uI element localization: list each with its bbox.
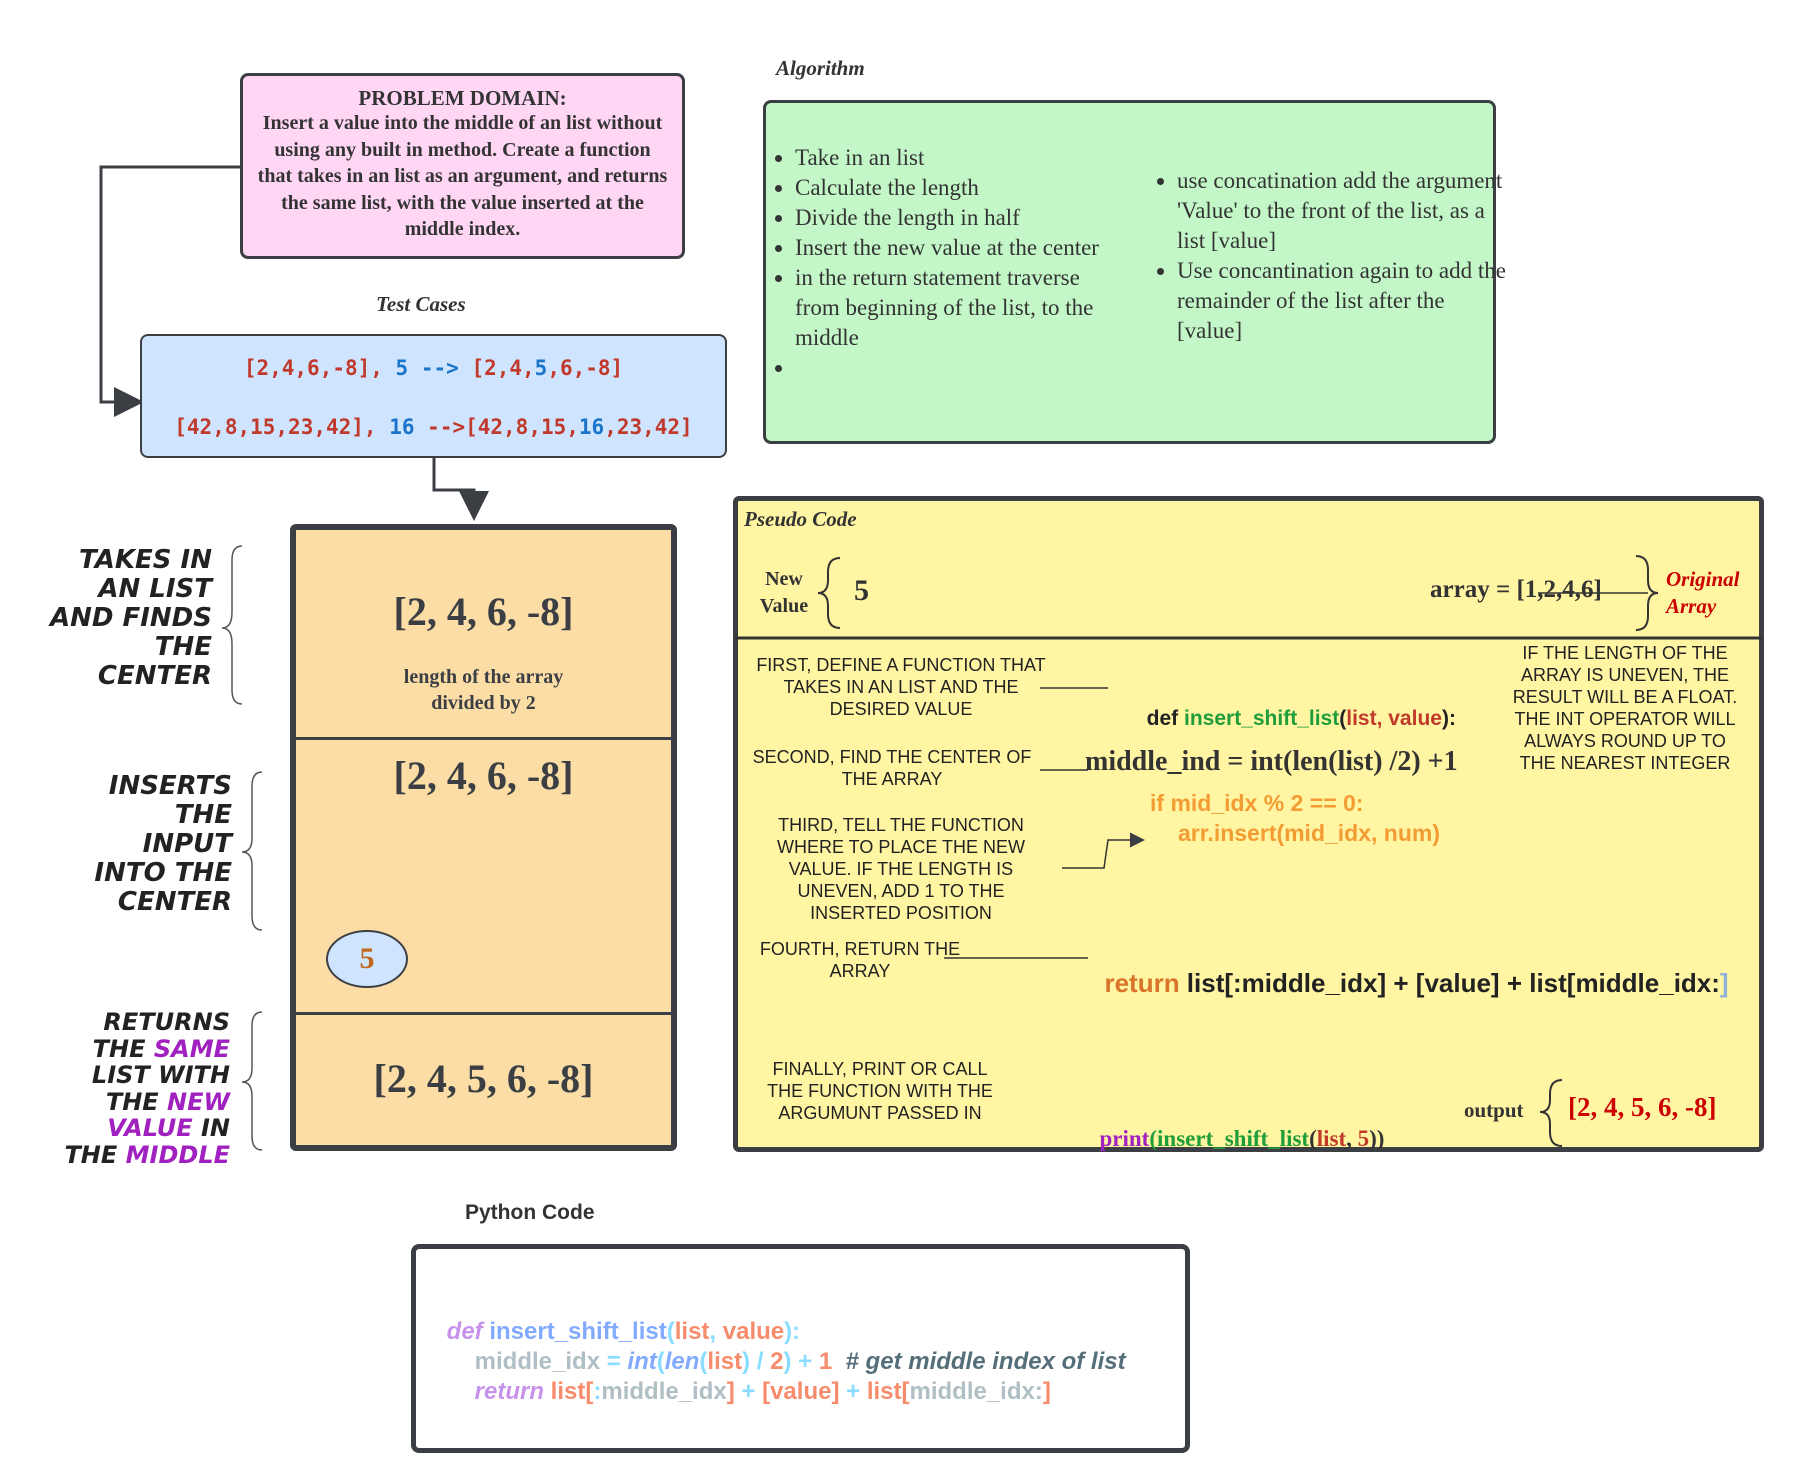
output-label: output [1464, 1098, 1524, 1122]
output-brace [1540, 1080, 1562, 1146]
python-code-box [411, 1244, 1190, 1453]
side-label-word: THE [105, 1087, 168, 1116]
pseudo-note-1: FIRST, DEFINE A FUNCTION THAT TAKES IN AN LIST AND THE DESIRED VALUE [756, 655, 1046, 719]
paren: ) [742, 1348, 751, 1375]
comment: # get middle index of list [832, 1348, 1126, 1375]
paren: ) [783, 1348, 792, 1375]
flow-step2-array: [2, 4, 6, -8] [393, 753, 574, 798]
side-label-line: AND FINDS [49, 603, 212, 633]
tc1-output-b: ,6,-8] [547, 356, 624, 380]
kw-return: return [1104, 968, 1180, 998]
side-label-line [40, 1115, 230, 1142]
var: middle_idx [474, 1348, 601, 1375]
pseudo-code-5 [1088, 1100, 1384, 1152]
paren: ( [666, 1318, 675, 1345]
tc1-value: 5 [395, 356, 409, 380]
algorithm-step: • Take in an list [795, 143, 1115, 173]
side-label-1 [40, 546, 212, 691]
tc2-input: [42,8,15,23,42], [174, 415, 377, 439]
pseudo-note-5: FINALLY, PRINT OR CALL THE FUNCTION WITH THE ARGUMUNT PASSED IN [767, 1059, 993, 1123]
paren: ( [699, 1348, 708, 1375]
tc1-output-a: [2,4, [471, 356, 535, 380]
test-cases-title: Test Cases [376, 292, 466, 316]
fn-args: list, value [1346, 707, 1442, 730]
arg: list [674, 1318, 710, 1345]
flow-step1-array: [2, 4, 6, -8] [393, 589, 574, 634]
problem-title: PROBLEM DOMAIN: [358, 86, 567, 110]
flow-step2-value: 5 [359, 942, 375, 975]
var: middle_idx: [909, 1378, 1043, 1405]
python-line-3 [448, 1347, 1051, 1437]
var: middle_idx [601, 1378, 727, 1405]
tc2-arrow: --> [427, 415, 466, 439]
kw-def: def [446, 1318, 483, 1345]
new-value-brace [818, 558, 840, 628]
side-label-word: IN [192, 1114, 230, 1142]
side-label-line: INTO THE [94, 858, 232, 888]
pseudo-note-2: SECOND, FIND THE CENTER OF THE ARRAY [752, 747, 1032, 789]
new-value: 5 [854, 574, 869, 607]
paren: ): [1441, 707, 1456, 730]
pseudo-code-title: Pseudo Code [744, 507, 857, 531]
fn-name: insert_shift_list [1157, 1126, 1310, 1151]
problem-domain-box [240, 73, 685, 259]
paren: ( [1309, 1126, 1317, 1151]
op: + [839, 1378, 867, 1405]
tc1-arrow: --> [420, 356, 459, 380]
algorithm-step [795, 353, 1115, 383]
tc2-output-value: 16 [578, 415, 605, 439]
side-label-line: LIST WITH [91, 1061, 230, 1089]
side-label-line: CENTER [97, 661, 212, 691]
python-code-title: Python Code [465, 1201, 595, 1224]
test-cases-box [140, 334, 727, 458]
return-expr: list[:middle_idx] + [value] + list[middle_idx: [1179, 968, 1720, 998]
algorithm-left-list [779, 143, 1115, 383]
kw-return: return [474, 1378, 545, 1405]
tc2-value: 16 [389, 415, 415, 439]
pseudo-code-1 [1135, 674, 1456, 734]
tc2-output-b: ,23,42] [604, 415, 693, 439]
side-label-word: THE [64, 1140, 126, 1169]
array-label: array = [1,2,4,6] [1430, 576, 1602, 603]
algorithm-step: • use concatination add the argument 'Value' to the front of the list, as a list [value] [1177, 166, 1507, 256]
paren: ): [784, 1318, 801, 1345]
problem-body: Insert a value into the middle of an list without using any built in method. Create a function that takes in an list as an argument, and returns the same list, with the value inserted at the middle index. [257, 112, 668, 240]
list: [value] [762, 1378, 840, 1405]
flow-insert-value-circle [326, 930, 408, 988]
pseudo-note-3: THIRD, TELL THE FUNCTION WHERE TO PLACE THE NEW VALUE. IF THE LENGTH IS UNEVEN, ADD 1 TO THE INSERTED POSITION [776, 815, 1026, 923]
bracket: ] [726, 1378, 735, 1405]
algorithm-step: • Divide the length in half [795, 203, 1115, 233]
comma: , [709, 1318, 723, 1345]
pseudo-side-note: IF THE LENGTH OF THE ARRAY IS UNEVEN, THE RESULT WILL BE A FLOAT. THE INT OPERATOR WILL ALWAYS ROUND UP TO THE NEAREST INTEGER [1512, 643, 1738, 773]
side-label-line: INPUT [142, 829, 232, 859]
side-label-highlight: MIDDLE [125, 1140, 230, 1169]
tc2-output-a: [42,8,15, [465, 415, 579, 439]
side-label-line: CENTER [117, 887, 232, 917]
num: 1 [818, 1348, 833, 1375]
arg: 5 [1357, 1126, 1370, 1151]
pseudo-code-3-line1: if mid_idx % 2 == 0: [1150, 790, 1364, 816]
test-case-2 [142, 415, 725, 439]
side-label-line: RETURNS [103, 1008, 230, 1036]
op: = [600, 1348, 628, 1375]
tc1-output-value: 5 [534, 356, 548, 380]
pseudo-note-4: FOURTH, RETURN THE ARRAY [759, 939, 961, 981]
arg: value [722, 1318, 785, 1345]
side-label-3 [40, 1009, 230, 1168]
side-label-line: AN LIST [98, 574, 212, 604]
side-label-2 [60, 772, 232, 917]
num: 2 [770, 1348, 784, 1375]
paren: ( [1339, 707, 1347, 730]
side-label-line [40, 1142, 230, 1169]
list: list[ [866, 1378, 910, 1405]
output-value: [2, 4, 5, 6, -8] [1568, 1092, 1717, 1122]
comma: , [1346, 1126, 1358, 1151]
brace-2 [242, 772, 262, 930]
op: / [750, 1348, 771, 1375]
flow-step1-caption: length of the array divided by 2 [403, 666, 564, 714]
kw-print: print [1099, 1126, 1150, 1151]
bracket: ] [1042, 1378, 1051, 1405]
test-case-1 [142, 356, 725, 380]
flow-section-2 [296, 740, 671, 1015]
algorithm-step: • Insert the new value at the center [795, 233, 1115, 263]
fn-name: insert_shift_list [482, 1318, 667, 1345]
flow-box [290, 524, 677, 1151]
side-label-line [40, 1036, 230, 1063]
new-value-label: New Value [759, 568, 809, 617]
side-label-line [40, 1089, 230, 1116]
fn-name: insert_shift_list [1184, 707, 1340, 730]
algorithm-step: • Calculate the length [795, 173, 1115, 203]
side-label-line: THE [174, 800, 232, 830]
side-label-highlight: SAME [153, 1034, 230, 1063]
var: list [707, 1348, 743, 1375]
side-label-highlight: NEW [167, 1087, 230, 1116]
brace-3 [242, 1012, 262, 1150]
note3-connector [1062, 840, 1142, 868]
builtin: len [664, 1348, 700, 1375]
op: : [593, 1378, 602, 1405]
side-label-line: TAKES IN [79, 545, 212, 575]
op: + [734, 1378, 763, 1405]
op: + [791, 1348, 819, 1375]
side-label-word: THE [92, 1034, 154, 1063]
algorithm-step: • Use concantination again to add the remainder of the list after the [value] [1177, 256, 1507, 346]
list: list[ [544, 1378, 594, 1405]
tests-to-flow-arrow [434, 458, 474, 515]
pseudo-code-4 [1090, 938, 1729, 998]
tc1-input: [2,4,6,-8], [243, 356, 383, 380]
pseudo-code-2: middle_ind = int(len(list) /2) +1 [1085, 746, 1458, 777]
bracket: ] [1719, 968, 1729, 998]
builtin: int [627, 1348, 657, 1375]
side-label-line: THE [154, 632, 212, 662]
kw-def: def [1146, 707, 1185, 730]
algorithm-box [763, 100, 1506, 444]
paren: )) [1369, 1126, 1385, 1151]
original-array-label: Original Array [1666, 567, 1740, 618]
arg: list [1316, 1126, 1347, 1151]
side-label-highlight: VALUE [107, 1114, 193, 1142]
flow-step3-array: [2, 4, 5, 6, -8] [373, 1056, 594, 1101]
algorithm-right-list [1161, 166, 1507, 346]
paren: ( [1149, 1126, 1158, 1151]
paren: ( [656, 1348, 665, 1375]
algorithm-title: Algorithm [776, 56, 865, 80]
pseudo-code-3-line2: arr.insert(mid_idx, num) [1178, 820, 1441, 846]
brace-1 [222, 546, 242, 704]
flow-section-1 [296, 530, 671, 740]
algorithm-step: • in the return statement traverse from beginning of the list, to the middle [795, 263, 1115, 353]
side-label-line: INSERTS [108, 771, 232, 801]
